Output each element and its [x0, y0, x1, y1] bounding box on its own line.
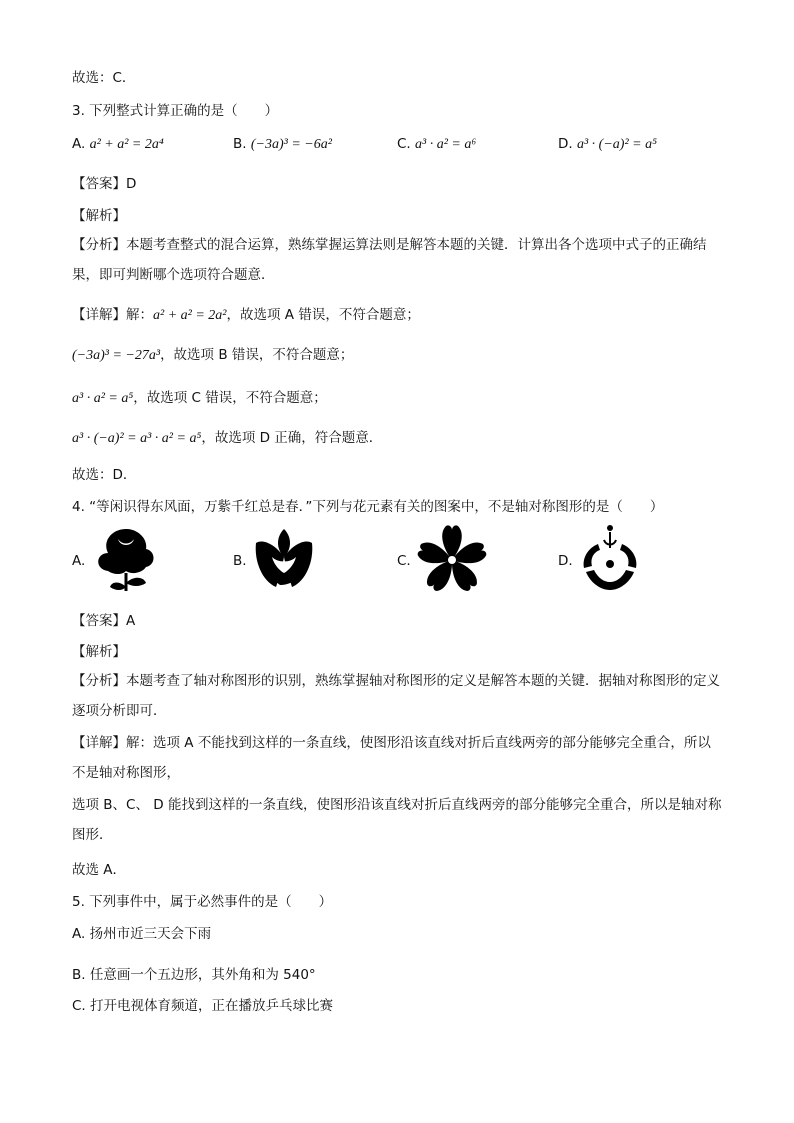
q3-detail-a-text: ，故选项 A 错误，不符合题意；	[226, 307, 420, 323]
q3-detail-b-text: ，故选项 B 错误，不符合题意；	[160, 347, 354, 363]
q3-detail-b-expr: (−3a)³ = −27a³	[72, 348, 161, 363]
q4-figure-a	[90, 525, 162, 597]
q4-conclusion: 故选 A．	[72, 862, 127, 878]
q4-detail-2: 选项 B、C、 D 能找到这样的一条直线，使图形沿该直线对折后直线两旁的部分能够完全重合，所以是轴对称图形．	[72, 797, 722, 843]
q5-option-a: A. 扬州市近三天会下雨	[72, 926, 212, 942]
q3-detail-prefix: 【详解】解：	[72, 307, 153, 323]
q3-option-a-label: A.	[72, 136, 86, 152]
prev-conclusion: 故选：C．	[72, 70, 136, 86]
q3-answer: 【答案】D	[72, 176, 137, 192]
q4-analysis: 【分析】本题考查了轴对称图形的识别，熟练掌握轴对称图形的定义是解答本题的关键．据轴对称图形的定义逐项分析即可．	[72, 673, 720, 719]
q3-conclusion: 故选：D．	[72, 467, 137, 483]
q4-answer: 【答案】A	[72, 613, 136, 629]
q3-detail-c-text: ，故选项 C 错误，不符合题意；	[133, 390, 327, 406]
q3-detail-b	[72, 343, 353, 364]
q3-analysis-title: 【解析】	[72, 208, 126, 224]
q3-detail-d	[72, 426, 382, 447]
q4-figure-c	[414, 522, 490, 598]
q3-option-c	[397, 136, 476, 153]
q3-option-a	[72, 136, 164, 153]
q3-detail-d-text: ，故选项 D 正确，符合题意．	[201, 430, 383, 446]
q4-figure-c-label: C.	[397, 553, 411, 569]
q4-figure-b-label: B.	[233, 553, 247, 569]
q4-figure-d	[574, 520, 646, 596]
q3-option-d	[558, 136, 657, 153]
q4-analysis-title: 【解析】	[72, 644, 126, 660]
q4-figure-a-label: A.	[72, 553, 86, 569]
q3-option-c-label: C.	[397, 136, 411, 152]
q4-figure-b	[252, 527, 316, 593]
q3-analysis: 【分析】本题考查整式的混合运算，熟练掌握运算法则是解答本题的关键．计算出各个选项中式子的正确结果，即可判断哪个选项符合题意．	[72, 237, 707, 283]
q5-option-c: C. 打开电视体育频道，正在播放乒乓球比赛	[72, 998, 334, 1014]
q5-option-b: B. 任意画一个五边形，其外角和为 540°	[72, 967, 316, 983]
q3-option-b	[233, 136, 332, 153]
q3-option-b-label: B.	[233, 136, 247, 152]
q3-detail-a-expr: a² + a² = 2a²	[153, 308, 227, 323]
q3-option-d-label: D.	[558, 136, 573, 152]
q3-detail-c	[72, 386, 327, 407]
q3-option-c-expr: a³ · a² = a⁶	[415, 137, 477, 152]
q3-option-d-expr: a³ · (−a)² = a⁵	[576, 137, 657, 152]
q4-figure-d-label: D.	[558, 553, 573, 569]
q5-stem: 5. 下列事件中，属于必然事件的是（ ）	[72, 894, 333, 910]
q3-option-b-expr: (−3a)³ = −6a²	[250, 137, 332, 152]
q3-detail-a	[72, 303, 420, 324]
q3-option-a-expr: a² + a² = 2a⁴	[89, 137, 164, 152]
q3-detail-c-expr: a³ · a² = a⁵	[72, 391, 134, 406]
q3-stem: 3. 下列整式计算正确的是（ ）	[72, 103, 279, 119]
q4-detail-1: 【详解】解：选项 A 不能找到这样的一条直线，使图形沿该直线对折后直线两旁的部分能够完全重合，所以不是轴对称图形，	[72, 735, 711, 781]
q3-detail-d-expr: a³ · (−a)² = a³ · a² = a⁵	[72, 431, 202, 446]
q4-stem: 4. “等闲识得东风面，万紫千红总是春．”下列与花元素有关的图案中，不是轴对称图形的是（ ）	[72, 499, 664, 515]
